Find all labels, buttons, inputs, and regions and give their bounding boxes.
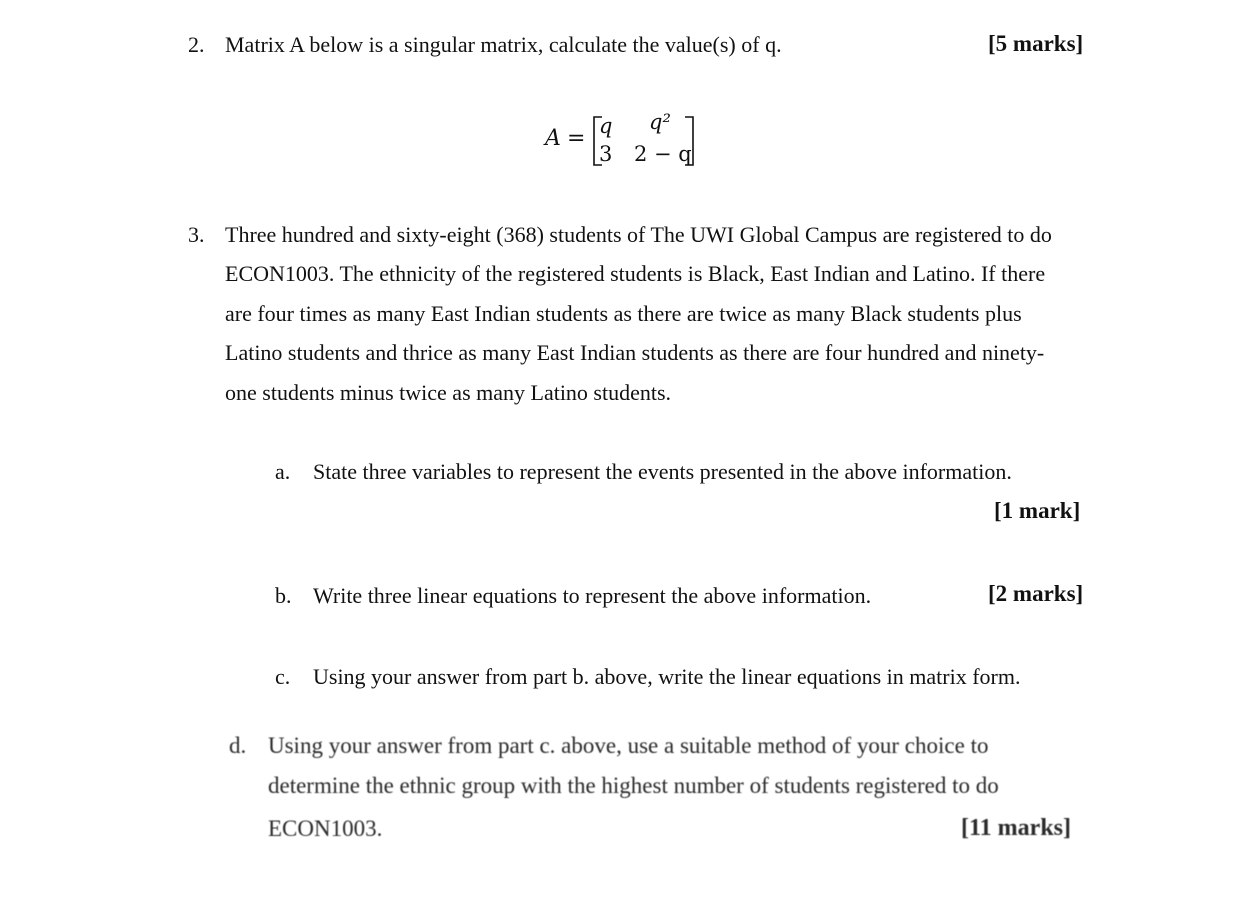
part-d-line: Using your answer from part c. above, use a suitable method of your choice to (268, 733, 989, 758)
part-d-marks: [11 marks] (961, 815, 1071, 841)
part-b-text: Write three linear equations to represent the above information. (313, 583, 872, 608)
matrix-cell-1-2: q² (649, 110, 671, 134)
matrix-cell-2-2: 2 − q (634, 142, 692, 166)
matrix-lhs: A (545, 126, 561, 151)
part-d-line: determine the ethnic group with the highest number of students registered to do (268, 773, 999, 798)
part-b-label: b. (275, 583, 292, 608)
q3-number: 3. (188, 222, 205, 247)
q3-line: one students minus twice as many Latino students. (225, 380, 672, 405)
q2-text: Matrix A below is a singular matrix, calculate the value(s) of q. (225, 32, 782, 57)
part-d-label: d. (229, 733, 247, 758)
part-c-label: c. (275, 664, 291, 689)
part-a-text: State three variables to represent the events presented in the above information. (313, 459, 1012, 484)
matrix-cell-1-1: q (599, 114, 613, 138)
part-c-text: Using your answer from part b. above, write the linear equations in matrix form. (313, 664, 1021, 689)
q3-line: Three hundred and sixty-eight (368) students of The UWI Global Campus are registered to do (225, 222, 1052, 247)
matrix-right-bracket (682, 115, 696, 167)
part-a-marks: [1 mark] (994, 498, 1081, 523)
q2-number: 2. (188, 32, 205, 57)
q3-line: are four times as many East Indian students as there are twice as many Black students plus (225, 301, 1022, 326)
part-b-marks: [2 marks] (988, 581, 1084, 606)
q2-marks: [5 marks] (988, 31, 1084, 56)
part-a-label: a. (275, 459, 291, 484)
q3-line: ECON1003. The ethnicity of the registered students is Black, East Indian and Latino. If there (225, 261, 1046, 286)
q3-line: Latino students and thrice as many East Indian students as there are four hundred and ninety- (225, 340, 1045, 365)
matrix-equals: = (567, 126, 586, 151)
part-d-line: ECON1003. (268, 816, 383, 841)
matrix-cell-2-1: 3 (599, 142, 613, 166)
